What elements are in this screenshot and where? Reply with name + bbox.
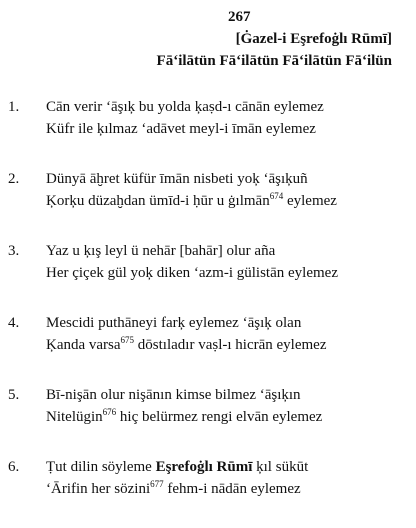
verse-2 (0, 168, 416, 240)
verse-line-2: Her çiçek gül yoķ diken ‘azm-i gülistān eylemez (46, 265, 338, 281)
verse-line-1: Cān verir ‘āşıķ bu yolda ķaṣd-ı cānān eylemez (46, 99, 324, 115)
verse-3 (0, 240, 416, 312)
verse-list (0, 96, 416, 528)
verse-1 (0, 96, 416, 168)
verse-line-1 (46, 456, 308, 478)
verse-text: Ṭut dilin söyleme (46, 459, 156, 475)
verse-number: 3. (8, 243, 20, 259)
verse-text: Ķorķu düzaḫdan ümīd-i ḥūr u ġılmān (46, 193, 270, 209)
poem-header (157, 6, 392, 72)
verse-6 (0, 456, 416, 528)
verse-line-2: Küfr ile ķılmaz ‘adāvet meyl-i īmān eylemez (46, 121, 316, 137)
verse-line-1: Dünyā āḫret küfür īmān nisbeti yoķ ‘āşıķuñ (46, 171, 308, 187)
poem-title: [Ġazel-i Eşrefoġlı Rūmī] (235, 31, 392, 47)
verse-line-1: Mescidi puthāneyi farķ eylemez ‘āşıķ olan (46, 315, 302, 331)
footnote-marker[interactable]: 676 (102, 407, 117, 417)
poet-name: Eşrefoġlı Rūmī (155, 459, 253, 475)
verse-text: eylemez (283, 193, 337, 209)
verse-number: 2. (8, 171, 20, 187)
verse-line-2 (46, 190, 337, 212)
footnote-marker[interactable]: 677 (150, 479, 164, 489)
verse-line-1: Yaz u ķış leyl ü nehār [bahār] olur aña (46, 243, 276, 259)
poem-meter: Fā‘ilātün Fā‘ilātün Fā‘ilātün Fā‘ilün (156, 53, 392, 69)
verse-number: 1. (8, 99, 20, 115)
verse-number: 6. (8, 459, 20, 475)
verse-line-2 (46, 406, 322, 428)
verse-line-2 (46, 334, 326, 356)
verse-4 (0, 312, 416, 384)
footnote-marker[interactable]: 675 (120, 335, 135, 345)
verse-text: dōstıladır vaṣl-ı hicrān eylemez (134, 337, 327, 353)
verse-number: 4. (8, 315, 20, 331)
verse-text: Ķanda varsa (46, 337, 121, 353)
verse-5 (0, 384, 416, 456)
verse-text: ‘Ārifin her sözini (46, 481, 151, 497)
footnote-marker[interactable]: 674 (269, 191, 284, 201)
verse-line-1: Bī-nişān olur nişānın kimse bilmez ‘āşıķın (46, 387, 301, 403)
poem-number: 267 (228, 9, 251, 25)
verse-text: Nitelügin (46, 409, 103, 425)
verse-number: 5. (8, 387, 20, 403)
verse-text: fehm-i nādān eylemez (163, 481, 301, 497)
verse-text: ķıl sükūt (252, 459, 309, 475)
verse-line-2 (46, 478, 301, 500)
verse-text: hiç belürmez rengi elvān eylemez (116, 409, 323, 425)
